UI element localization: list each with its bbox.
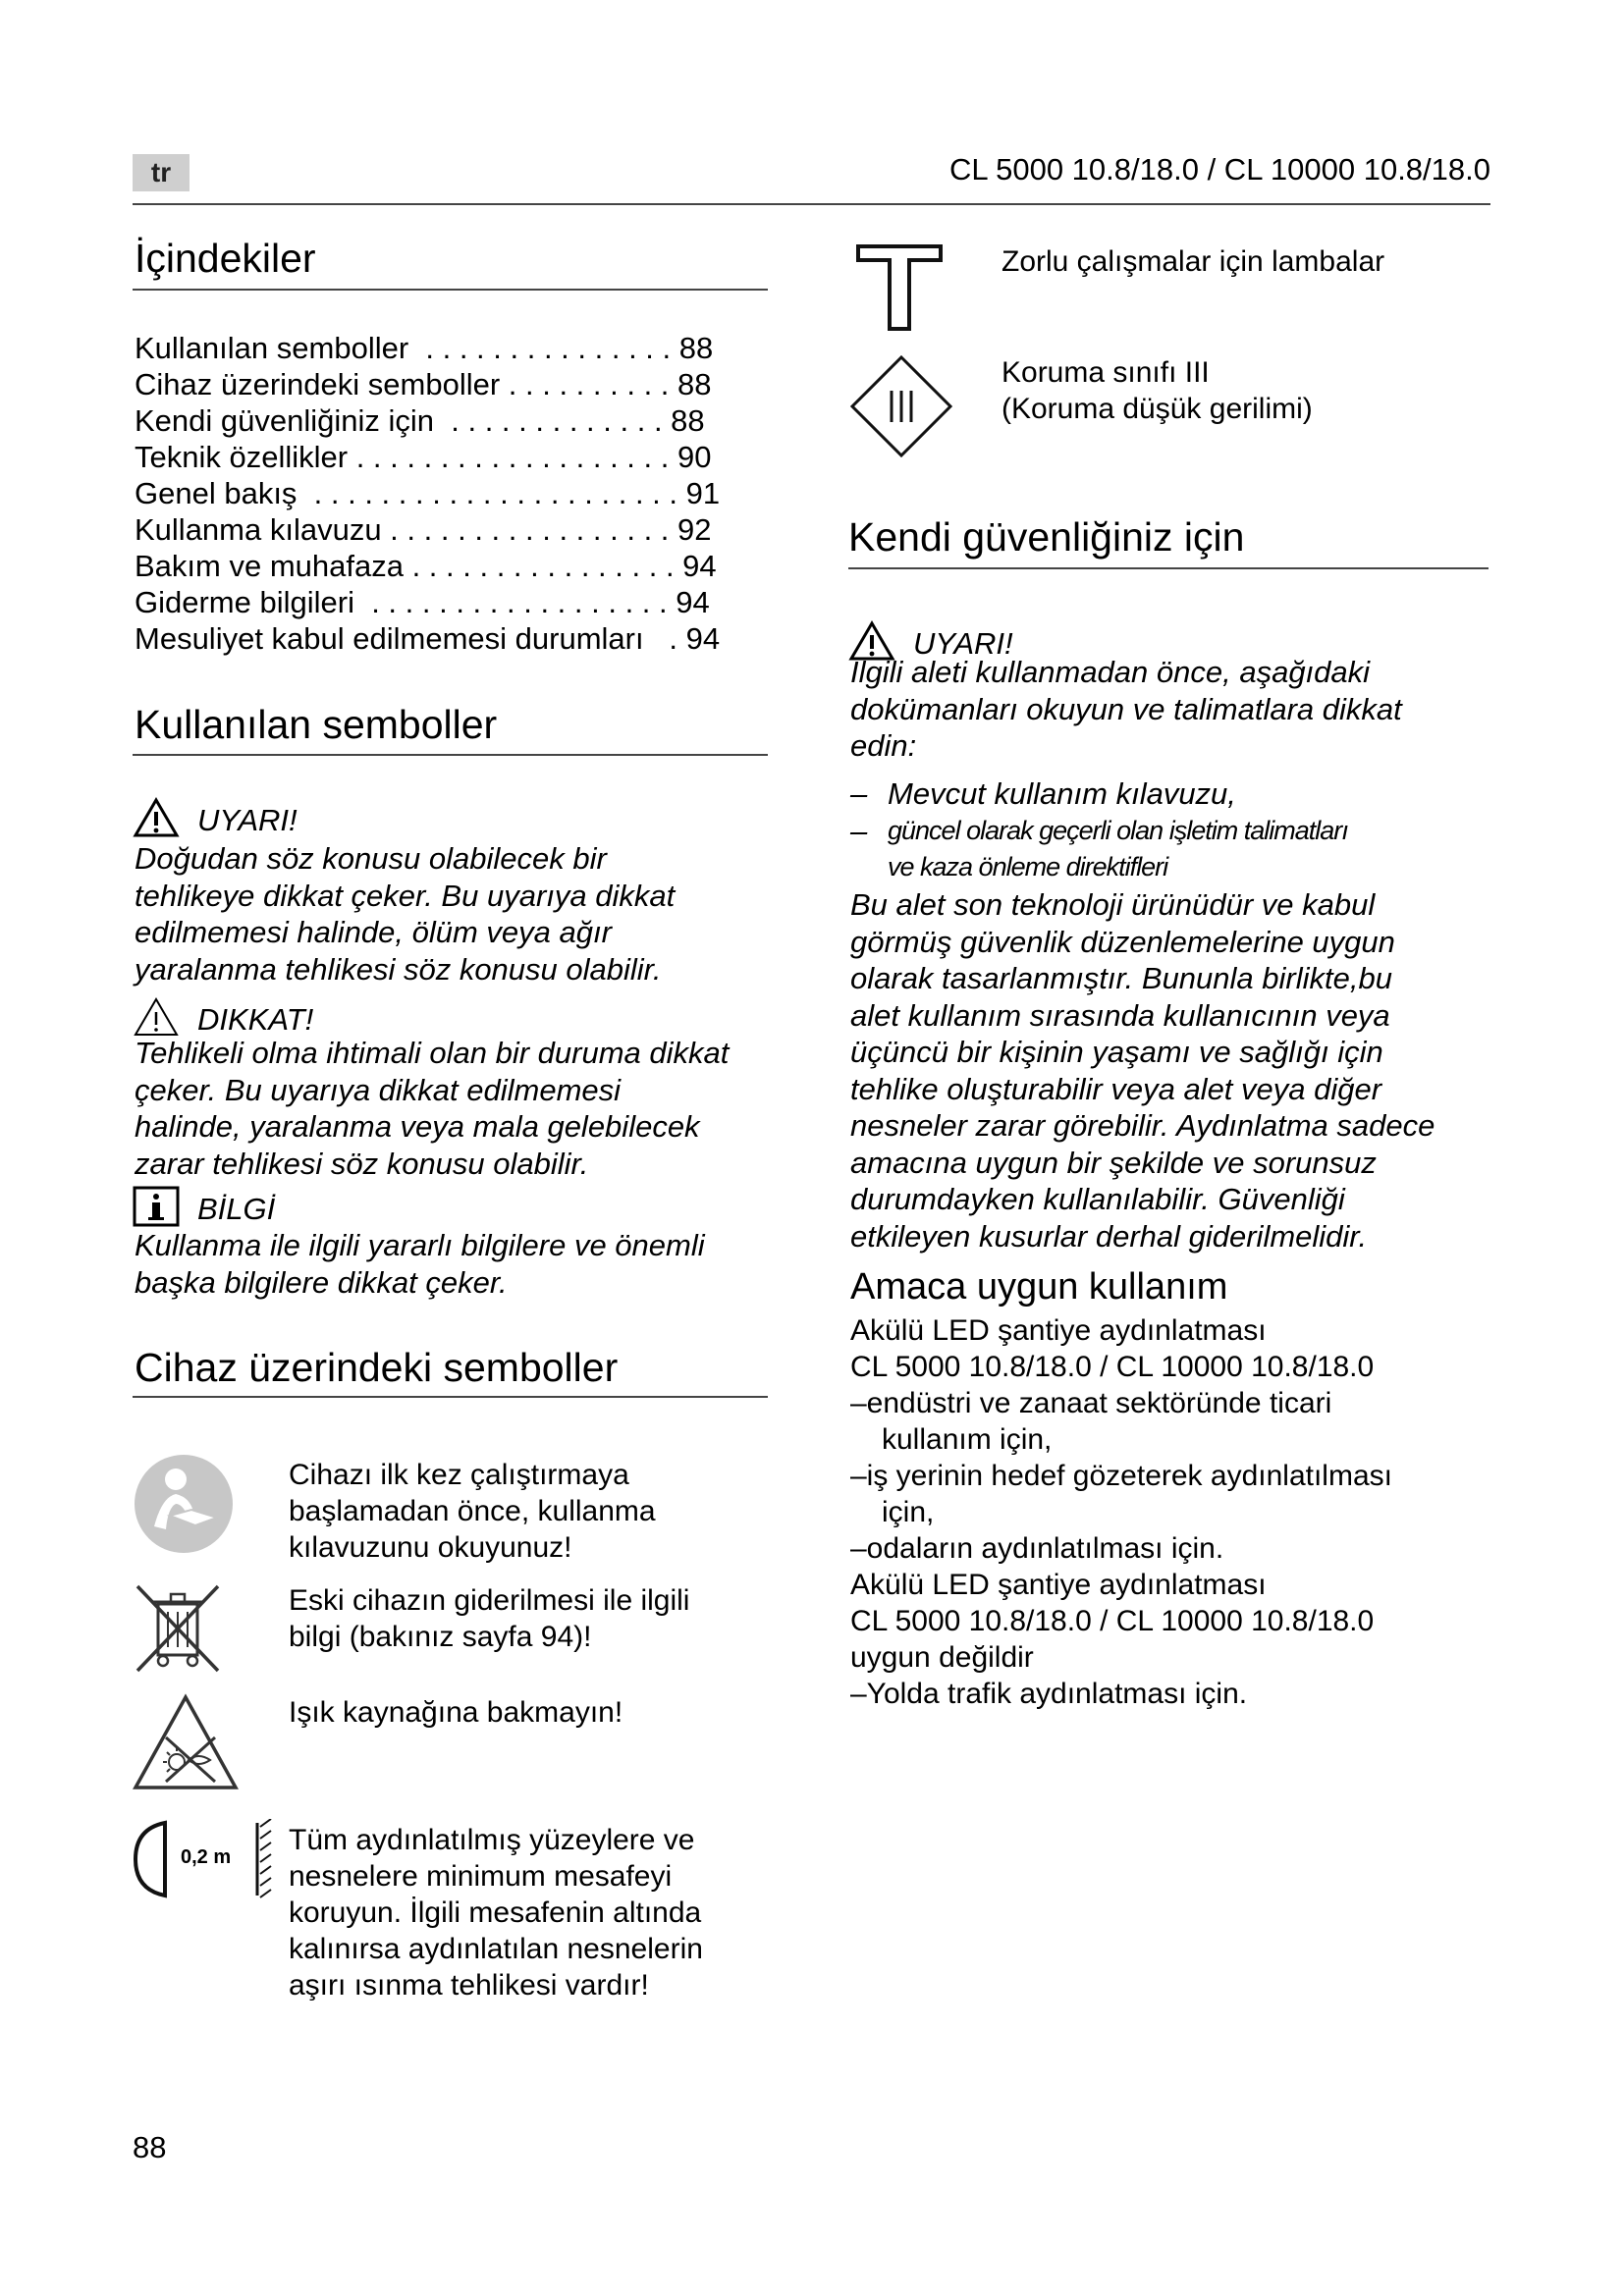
text-line: üçüncü bir kişinin yaşamı ve sağlığı için [850,1035,1383,1069]
text-line: İlgili aleti kullanmadan önce, aşağıdaki [850,655,1371,689]
text-line: tehlikeye dikkat çeker. Bu uyarıya dikkat [135,878,676,913]
warning-triangle-icon [133,797,180,838]
text-line: başlamadan önce, kullanma [289,1495,656,1527]
text-line: yaralanma tehlikesi söz konusu olabilir. [135,951,662,987]
text-line: alet kullanım sırasında kullanıcının veya [850,997,1390,1033]
list-item [850,1385,1498,1458]
device-symbols-title: Cihaz üzerindeki semboller [135,1345,619,1390]
safety-dash-list [850,775,1498,886]
text-line: kullanım için, [882,1423,1053,1456]
text-line: Mevcut kullanım kılavuzu, [888,776,1236,811]
safety-intro [850,654,1402,765]
caution-description [135,1035,729,1182]
toc-entry[interactable]: Bakım ve muhafaza . . . . . . . . . . . . . . . . 94 [135,549,717,583]
intended-use-title: Amaca uygun kullanım [850,1266,1228,1308]
text-line: koruyun. İlgili mesafenin altında [289,1896,702,1929]
warning-description [135,840,675,988]
text-line: güncel olarak geçerli olan işletim talimatları [888,815,1348,845]
toc-title-rule [133,289,768,291]
table-of-contents [135,330,720,657]
toc-entry[interactable]: Genel bakış . . . . . . . . . . . . . . . . . . . . . . 91 [135,476,721,510]
text-line: Zorlu çalışmalar için lambalar [1001,245,1385,278]
text-line: aşırı ısınma tehlikesi vardır! [289,1969,649,2002]
text-line: edilmemesi halinde, ölüm veya ağır [135,915,612,949]
toc-entry[interactable]: Teknik özellikler . . . . . . . . . . . . . . . . . . . 90 [135,440,712,474]
toc-entry[interactable]: Cihaz üzerindeki semboller . . . . . . . . . . 88 [135,367,712,401]
list-item [850,1458,1498,1530]
list-item [850,1676,1498,1712]
toc-entry[interactable]: Kullanılan semboller . . . . . . . . . . . . . . . 88 [135,331,714,365]
rough-service-icon [852,240,947,335]
safety-body [850,886,1435,1255]
info-heading [133,1186,275,1227]
device-symbols-rule [133,1396,768,1398]
text-line: Kullanma ile ilgili yararlı bilgilere ve önemli [135,1228,705,1262]
text-line: dokümanları okuyun ve talimatlara dikkat [850,691,1402,726]
warning-heading [133,797,298,838]
text-line: olarak tasarlanmıştır. Bununla birlikte,bu [850,961,1392,995]
caution-triangle-icon [133,996,180,1038]
text-line: CL 5000 10.8/18.0 / CL 10000 10.8/18.0 [850,1605,1375,1637]
min-distance-text [289,1822,703,2003]
protection-class-iii-icon [850,355,952,457]
page-number: 88 [133,2130,167,2164]
caution-label: DIKKAT! [197,1002,314,1037]
text-line: –iş yerinin hedef gözeterek aydınlatılması [850,1460,1392,1492]
header-rule [133,203,1490,205]
min-distance-icon [132,1819,277,1899]
text-line: başka bilgilere dikkat çeker. [135,1264,508,1300]
symbols-used-title: Kullanılan semboller [135,702,498,747]
safety-title: Kendi güvenliğiniz için [848,514,1245,560]
text-line: –odaların aydınlatılması için. [850,1532,1224,1565]
text-line: zarar tehlikesi söz konusu olabilir. [135,1146,589,1181]
text-line: Doğudan söz konusu olabilecek bir [135,841,607,876]
crossed-bin-icon [134,1582,222,1676]
safety-title-rule [848,567,1489,569]
text-line: Akülü LED şantiye aydınlatması [850,1314,1267,1347]
text-line: kılavuzunu okuyunuz! [289,1531,572,1564]
text-line: (Koruma düşük gerilimi) [1001,393,1313,425]
text-line: Bu alet son teknoloji ürünüdür ve kabul [850,887,1376,922]
safety-warning-label: UYARI! [913,626,1013,661]
rough-service-text [1001,243,1384,280]
list-item [850,1530,1498,1567]
info-label: BİLGİ [197,1192,276,1226]
text-line: kalınırsa aydınlatılan nesnelerin [289,1933,703,1965]
distance-label: 0,2 m [181,1846,232,1868]
language-badge: tr [133,154,189,191]
text-line: CL 5000 10.8/18.0 / CL 10000 10.8/18.0 [850,1351,1375,1383]
text-line: Cihazı ilk kez çalıştırmaya [289,1459,629,1491]
text-line: durumdayken kullanılabilir. Güvenliği [850,1182,1345,1216]
do-not-look-icon [132,1693,240,1791]
text-line: Işık kaynağına bakmayın! [289,1696,623,1729]
text-line: etkileyen kusurlar derhal giderilmelidir. [850,1218,1368,1254]
text-line: amacına uygun bir şekilde ve sorunsuz [850,1145,1377,1180]
text-line: Akülü LED şantiye aydınlatması [850,1569,1267,1601]
intended-use-body [850,1312,1498,1712]
text-line: Tüm aydınlatılmış yüzeylere ve [289,1824,695,1856]
do-not-look-text [289,1694,623,1731]
toc-entry[interactable]: Kendi güvenliğiniz için . . . . . . . . . . . . . 88 [135,403,705,438]
text-line: uygun değildir [850,1641,1034,1674]
toc-entry[interactable]: Mesuliyet kabul edilmemesi durumları . 94 [135,621,721,656]
info-description [135,1227,705,1301]
caution-heading [133,996,313,1038]
text-line: Koruma sınıfı III [1001,356,1210,389]
text-line: çeker. Bu uyarıya dikkat edilmemesi [135,1072,622,1107]
text-line: için, [882,1496,935,1528]
text-line: halinde, yaralanma veya mala gelebilecek [135,1109,700,1144]
symbols-used-rule [133,754,768,756]
info-icon [133,1186,180,1227]
text-line: bilgi (bakınız sayfa 94)! [289,1621,592,1653]
warning-label: UYARI! [197,803,298,837]
text-line: görmüş güvenlik düzenlemelerine uygun [850,924,1395,959]
toc-entry[interactable]: Giderme bilgileri . . . . . . . . . . . . . . . . . . 94 [135,585,710,619]
text-line: nesneler zarar görebilir. Aydınlatma sadece [850,1108,1435,1143]
list-item: – Mevcut kullanım kılavuzu, [850,776,1236,811]
text-line: Tehlikeli olma ihtimali olan bir duruma dikkat [135,1036,730,1070]
text-line: –endüstri ve zanaat sektöründe ticari [850,1387,1332,1419]
text-line: edin: [850,728,917,763]
text-line: –Yolda trafik aydınlatması için. [850,1678,1248,1710]
toc-entry[interactable]: Kullanma kılavuzu . . . . . . . . . . . . . . . . . 92 [135,512,712,547]
toc-title: İçindekiler [135,236,316,281]
crossed-bin-text [289,1582,689,1655]
read-manual-icon [133,1453,236,1556]
list-item: – güncel olarak geçerli olan işletim talimatları ve kaza önleme direktifleri [850,813,1498,886]
text-line: Eski cihazın giderilmesi ile ilgili [289,1584,690,1617]
model-title: CL 5000 10.8/18.0 / CL 10000 10.8/18.0 [949,152,1490,187]
protection-class-text [1001,354,1313,427]
read-manual-text [289,1457,656,1566]
text-line: ve kaza önleme direktifleri [888,852,1168,881]
text-line: nesnelere minimum mesafeyi [289,1860,673,1893]
text-line: tehlike oluşturabilir veya alet veya diğer [850,1071,1382,1106]
